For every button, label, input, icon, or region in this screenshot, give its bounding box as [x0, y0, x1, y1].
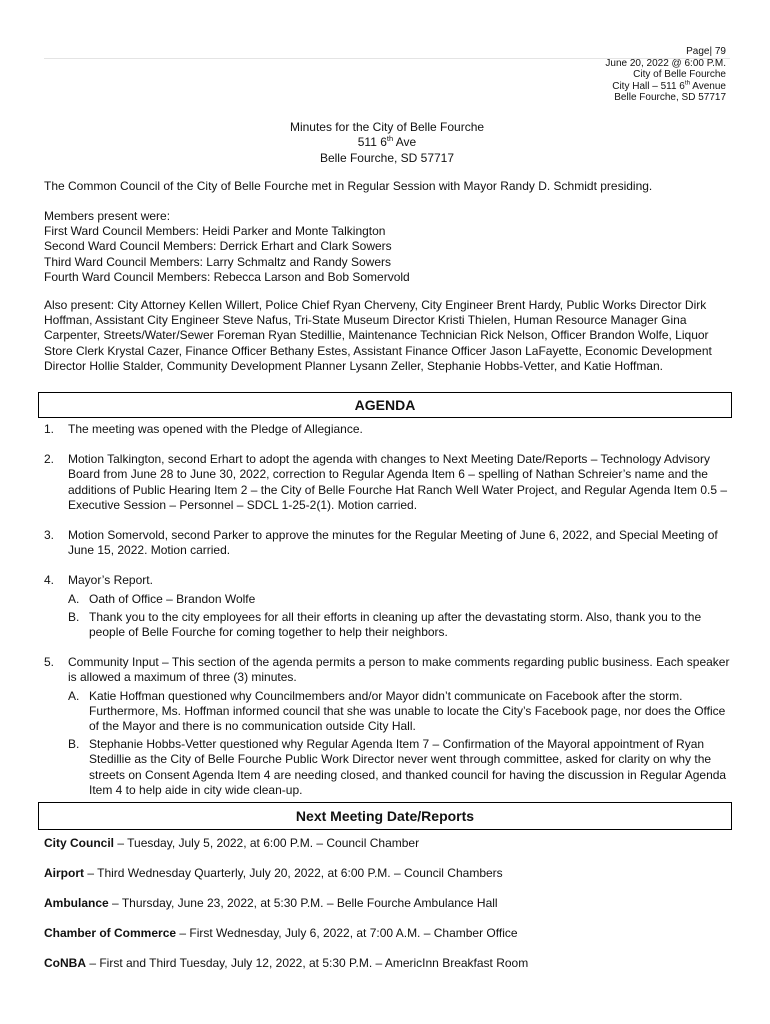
members-line: Fourth Ward Council Members: Rebecca Larson and Bob Somervold — [44, 269, 410, 284]
header-citystate: Belle Fourche, SD 57717 — [614, 92, 726, 104]
header-city: City of Belle Fourche — [633, 69, 726, 81]
members-present — [44, 209, 730, 285]
agenda-item — [44, 573, 730, 640]
meeting-datetime: June 20, 2022 @ 6:00 P.M. — [605, 57, 726, 69]
sub-item-letter: B. — [68, 609, 80, 624]
sub-item-text: Stephanie Hobbs-Vetter questioned why Regular Agenda Item 7 – Confirmation of the Mayoral appointment of Ryan Stedillie as the City of Belle Fourche Public Work Director never went through committee, asked for clarity on why the streets on Consent Agenda Item 4 are needing closed, and thanked council for having the discussion in Regular Agenda Item 4 to help aide in city wide clean-up. — [89, 737, 727, 797]
agenda-sub-item — [68, 737, 730, 798]
report-item — [44, 866, 730, 896]
agenda-item-text: Community Input – This section of the agenda permits a person to make comments regarding public business. Each speaker is allowed a maximum of three (3) minutes. — [68, 655, 730, 685]
agenda-item — [44, 452, 730, 513]
header-address-sup: th — [684, 79, 691, 87]
report-detail: – First Wednesday, July 6, 2022, at 7:00 A.M. – Chamber Office — [176, 926, 518, 940]
report-name: CoNBA — [44, 956, 86, 970]
agenda-item-number: 5. — [44, 655, 55, 670]
members-line: Second Ward Council Members: Derrick Erhart and Clark Sowers — [44, 239, 392, 254]
page-header — [605, 46, 726, 104]
header-address — [605, 81, 726, 93]
intro-paragraph: The Common Council of the City of Belle Fourche met in Regular Session with Mayor Randy D. Schmidt presiding. — [44, 179, 653, 193]
agenda-sub-item — [68, 689, 730, 735]
sub-item-text: Katie Hoffman questioned why Councilmembers and/or Mayor didn’t communicate on Facebook after the storm. Furthermore, Ms. Hoffman informed council that she was unable to locate the City’s Facebook page, nor does the Office of the Mayor and there is no communication outside City Hall. — [89, 688, 726, 734]
header-address-suffix: Avenue — [690, 80, 726, 92]
report-name: City Council — [44, 836, 115, 850]
sub-item-letter: B. — [68, 737, 80, 752]
agenda-list — [44, 422, 730, 813]
agenda-item-text: Motion Somervold, second Parker to approve the minutes for the Regular Meeting of June 6, 2022, and Special Meeting of June 15, 2022. Motion carried. — [68, 528, 718, 558]
also-present-paragraph: Also present: City Attorney Kellen Willert, Police Chief Ryan Cherveny, City Engineer Brent Hardy, Public Works Director Dirk Hoffman, Assistant City Engineer Steve Nafus, Tri-State Museum Director Kristi Thielen, Human Resource Manager Gina Carpenter, Streets/Water/Sewer Foreman Ryan Stedillie, Maintenance Technician Rick Nelson, Officer Brandon Wolfe, Liquor Store Clerk Krystal Cazer, Finance Officer Bethany Estes, Assistant Finance Officer Jason LaFayette, Economic Development Director Hollie Stalder, Community Development Planner Lysann Zeller, Stephanie Hobbs-Vetter, and Katie Hoffman. — [44, 298, 712, 373]
sub-item-text: Thank you to the city employees for all their efforts in cleaning up after the devastating storm. Also, thank you to the people of Belle Fourche for coming together to help their neighbors. — [89, 609, 702, 640]
agenda-sub-list — [68, 592, 730, 641]
report-name: Ambulance — [44, 896, 109, 910]
report-item — [44, 956, 730, 986]
title-line-3: Belle Fourche, SD 57717 — [319, 150, 455, 165]
title-address-sup: th — [386, 134, 394, 144]
title-address-suffix: Ave — [393, 135, 417, 150]
members-heading: Members present were: — [44, 209, 171, 223]
agenda-sub-list — [68, 689, 730, 798]
next-meeting-heading: Next Meeting Date/Reports — [38, 802, 732, 830]
title-address-text: 511 6 — [357, 135, 387, 150]
agenda-item-number: 1. — [44, 422, 55, 436]
agenda-item-number: 3. — [44, 528, 55, 543]
agenda-item-text: Motion Talkington, second Erhart to adopt the agenda with changes to Next Meeting Date/Reports – Technology Advisory Board from June 28 to June 30, 2022, correction to Regular Agenda Item 6 – spelling of Nathan Schreier’s name and the additions of Public Hearing Item 2 – the City of Belle Fourche Hat Ranch Well Water Project, and Regular Agenda Item 0.5 – Executive Session – Personnel – SDCL 1-25-2(1). Motion carried. — [68, 452, 728, 512]
report-item — [44, 926, 730, 956]
sub-item-text: Oath of Office – Brandon Wolfe — [89, 591, 256, 606]
sub-item-letter: A. — [68, 591, 80, 606]
next-meeting-list — [44, 836, 730, 986]
page-number: Page| 79 — [686, 46, 726, 57]
members-line: Third Ward Council Members: Larry Schmaltz and Randy Sowers — [44, 254, 392, 269]
title-line-2 — [44, 135, 730, 150]
report-detail: – Tuesday, July 5, 2022, at 6:00 P.M. – Council Chamber — [114, 836, 420, 850]
header-address-text: City Hall – 511 6 — [612, 80, 685, 92]
report-name: Airport — [44, 866, 84, 880]
header-divider — [44, 58, 730, 59]
report-name: Chamber of Commerce — [44, 926, 177, 940]
document-title — [44, 120, 730, 166]
report-detail: – Third Wednesday Quarterly, July 20, 2022, at 6:00 P.M. – Council Chambers — [84, 866, 503, 880]
agenda-sub-item — [68, 592, 730, 607]
members-line: First Ward Council Members: Heidi Parker and Monte Talkington — [44, 224, 386, 239]
agenda-heading: AGENDA — [38, 392, 732, 418]
agenda-item — [44, 528, 730, 558]
report-detail: – First and Third Tuesday, July 12, 2022, at 5:30 P.M. – AmericInn Breakfast Room — [86, 956, 529, 970]
agenda-sub-item — [68, 610, 730, 640]
agenda-item-text: Mayor’s Report. — [68, 573, 153, 588]
agenda-item-number: 4. — [44, 573, 55, 588]
title-line-1: Minutes for the City of Belle Fourche — [289, 120, 485, 134]
agenda-item-number: 2. — [44, 452, 55, 467]
report-detail: – Thursday, June 23, 2022, at 5:30 P.M. – Belle Fourche Ambulance Hall — [108, 896, 498, 910]
agenda-item — [44, 422, 730, 437]
agenda-item — [44, 655, 730, 798]
report-item — [44, 896, 730, 926]
agenda-item-text: The meeting was opened with the Pledge of Allegiance. — [68, 422, 363, 436]
sub-item-letter: A. — [68, 688, 80, 703]
report-item — [44, 836, 730, 866]
